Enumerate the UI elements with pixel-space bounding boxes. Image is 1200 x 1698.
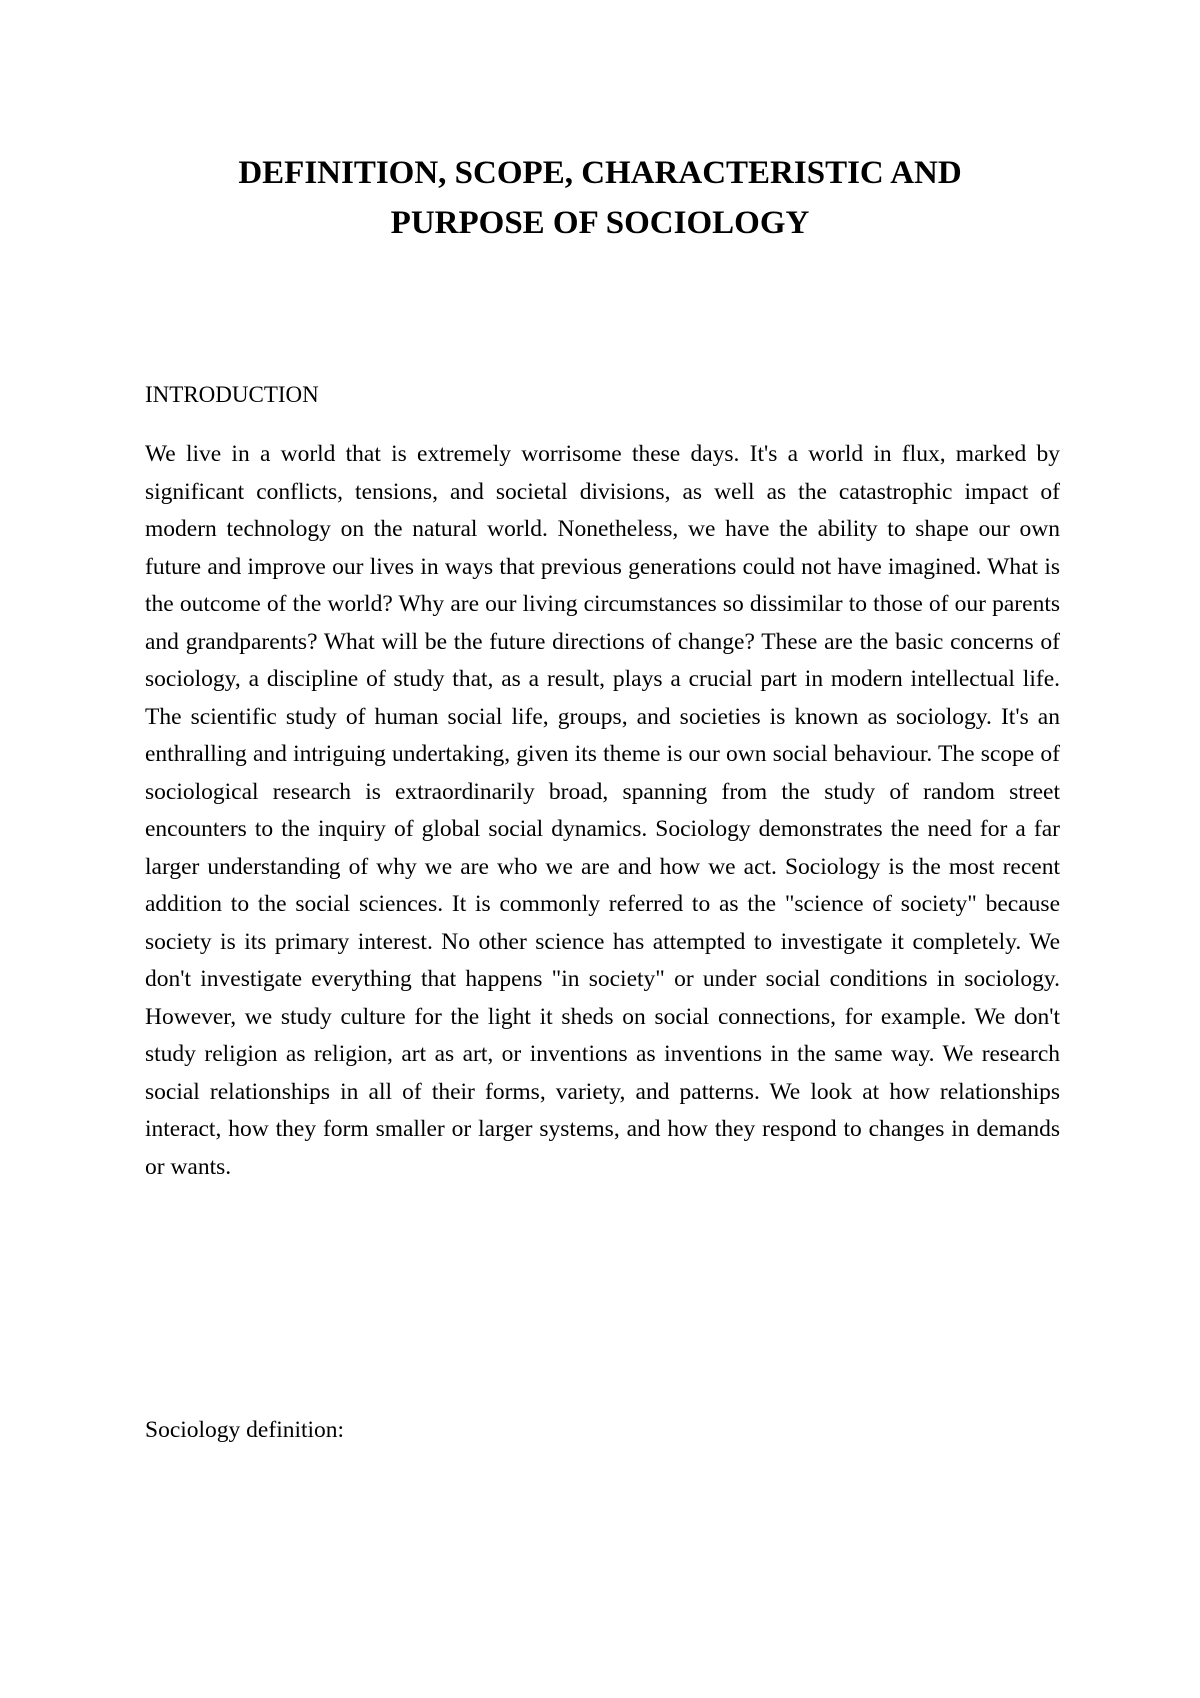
introduction-heading: INTRODUCTION <box>145 382 319 407</box>
document-title <box>0 148 1200 248</box>
document-title-line-1: DEFINITION, SCOPE, CHARACTERISTIC AND <box>238 155 962 191</box>
introduction-paragraph: We live in a world that is extremely worrisome these days. It's a world in flux, marked by significant conflicts, tensions, and societal divisions, as well as the catastrophic impact of modern technology on the natural world. Nonetheless, we have the ability to shape our own future and improve our lives in ways that previous generations could not have imagined. What is the outcome of the world? Why are our living circumstances so dissimilar to those of our parents and grandparents? What will be the future directions of change? These are the basic concerns of sociology, a discipline of study that, as a result, plays a crucial part in modern intellectual life. The scientific study of human social life, groups, and societies is known as sociology. It's an enthralling and intriguing undertaking, given its theme is our own social behaviour. The scope of sociological research is extraordinarily broad, spanning from the study of random street encounters to the inquiry of global social dynamics. Sociology demonstrates the need for a far larger understanding of why we are who we are and how we act. Sociology is the most recent addition to the social sciences. It is commonly referred to as the "science of society" because society is its primary interest. No other science has attempted to investigate it completely. We don't investigate everything that happens "in society" or under social conditions in sociology. However, we study culture for the light it sheds on social connections, for example. We don't study religion as religion, art as art, or inventions as inventions in the same way. We research social relationships in all of their forms, variety, and patterns. We look at how relationships interact, how they form smaller or larger systems, and how they respond to changes in demands or wants. <box>145 441 1060 1180</box>
document-title-line-2: PURPOSE OF SOCIOLOGY <box>390 205 810 241</box>
definition-heading: Sociology definition: <box>145 1417 345 1443</box>
